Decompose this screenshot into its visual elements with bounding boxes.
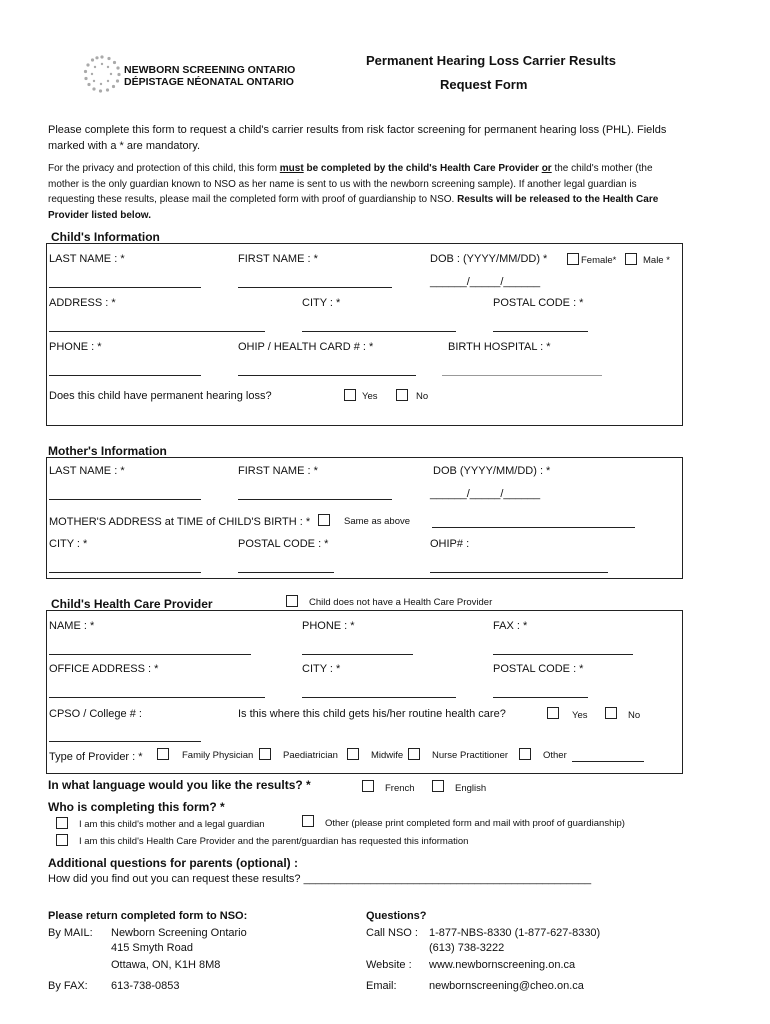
same-as-above-label: Same as above — [344, 516, 411, 527]
type-midwife-label: Midwife — [371, 750, 404, 761]
mother-dob-field[interactable]: ______/_____/______ — [430, 488, 541, 500]
male-checkbox[interactable] — [625, 253, 637, 265]
english-label: English — [455, 783, 487, 794]
hearing-loss-yes-label: Yes — [362, 391, 378, 402]
child-ohip-field[interactable] — [238, 375, 416, 376]
type-family-physician-label: Family Physician — [182, 750, 254, 761]
provider-section-heading: Child's Health Care Provider — [51, 597, 213, 611]
provider-city-field[interactable] — [302, 697, 456, 698]
routine-care-question: Is this where this child gets his/her routine health care? — [238, 708, 506, 720]
child-ohip-label: OHIP / HEALTH CARD # : * — [238, 341, 374, 353]
no-provider-checkbox[interactable] — [286, 595, 298, 607]
child-address-field[interactable] — [49, 331, 265, 332]
provider-name-field[interactable] — [49, 654, 251, 655]
provider-fax-label: FAX : * — [493, 620, 528, 632]
questions-heading: Questions? — [366, 910, 427, 922]
provider-info-box — [46, 610, 683, 774]
same-as-above-checkbox[interactable] — [318, 514, 330, 526]
english-checkbox[interactable] — [432, 780, 444, 792]
child-first-name-field[interactable] — [238, 287, 392, 288]
org-name-fr: DÉPISTAGE NÉONATAL ONTARIO — [124, 76, 294, 88]
additional-heading: Additional questions for parents (optional) : — [48, 856, 298, 870]
type-other-label: Other — [543, 750, 567, 761]
fax-number: 613-738-0853 — [111, 980, 180, 992]
who-provider-label: I am this child's Health Care Provider and the parent/guardian has requested this information — [79, 836, 469, 847]
female-checkbox[interactable] — [567, 253, 579, 265]
form-subtitle: Request Form — [440, 77, 528, 92]
mother-city-label: CITY : * — [49, 538, 88, 550]
website-link[interactable]: www.newbornscreening.on.ca — [429, 959, 576, 971]
mail-label: By MAIL: — [48, 927, 93, 939]
male-label: Male * — [643, 255, 670, 266]
privacy-paragraph: For the privacy and protection of this child, this form must be completed by the child's Health Care Provider or the child's mother (the mother is the only guardian known to NSO as her name is sent to us with the newborn screening sample). If another legal guardian is requesting these results, please mail the completed form with proof of guardianship to NSO. Results will be released to the Health Care Provider listed below. — [48, 163, 659, 221]
cpso-field[interactable] — [49, 741, 201, 742]
child-postal-label: POSTAL CODE : * — [493, 297, 584, 309]
type-paediatrician-checkbox[interactable] — [259, 748, 271, 760]
provider-phone-label: PHONE : * — [302, 620, 355, 632]
logo-dots-icon — [82, 54, 122, 94]
how-found-question[interactable]: How did you find out you can request these results? _______________________________________________ — [48, 873, 592, 885]
child-first-name-label: FIRST NAME : * — [238, 253, 318, 265]
french-checkbox[interactable] — [362, 780, 374, 792]
call-number-1: 1-877-NBS-8330 (1-877-627-8330) — [429, 927, 601, 939]
who-mother-label: I am this child's mother and a legal guardian — [79, 819, 265, 830]
child-dob-label: DOB : (YYYY/MM/DD) * — [430, 253, 548, 265]
form-title: Permanent Hearing Loss Carrier Results — [366, 53, 616, 68]
type-nurse-practitioner-label: Nurse Practitioner — [432, 750, 509, 761]
email-label: Email: — [366, 980, 397, 992]
child-postal-field[interactable] — [493, 331, 588, 332]
cpso-label: CPSO / College # : — [49, 708, 142, 720]
mail-line-3: Ottawa, ON, K1H 8M8 — [111, 959, 221, 971]
intro-paragraph: Please complete this form to request a child's carrier results from risk factor screening for permanent hearing loss (PHL). Fields marked with a * are mandatory. — [48, 124, 667, 152]
provider-phone-field[interactable] — [302, 654, 413, 655]
office-address-label: OFFICE ADDRESS : * — [49, 663, 159, 675]
office-address-field[interactable] — [49, 697, 265, 698]
who-other-label: Other (please print completed form and mail with proof of guardianship) — [325, 818, 625, 829]
org-logo — [82, 54, 122, 94]
mother-first-name-label: FIRST NAME : * — [238, 465, 318, 477]
french-label: French — [385, 783, 415, 794]
female-label: Female* — [581, 255, 617, 266]
type-family-physician-checkbox[interactable] — [157, 748, 169, 760]
child-city-field[interactable] — [302, 331, 456, 332]
call-number-2: (613) 738-3222 — [429, 942, 505, 954]
provider-name-label: NAME : * — [49, 620, 95, 632]
child-last-name-field[interactable] — [49, 287, 201, 288]
mother-postal-label: POSTAL CODE : * — [238, 538, 329, 550]
provider-postal-label: POSTAL CODE : * — [493, 663, 584, 675]
who-provider-checkbox[interactable] — [56, 834, 68, 846]
child-section-heading: Child's Information — [51, 230, 160, 244]
email-link[interactable]: newbornscreening@cheo.on.ca — [429, 980, 584, 992]
who-completing-question: Who is completing this form? * — [48, 800, 225, 814]
routine-care-yes-label: Yes — [572, 710, 588, 721]
provider-postal-field[interactable] — [493, 697, 588, 698]
type-midwife-checkbox[interactable] — [347, 748, 359, 760]
provider-type-label: Type of Provider : * — [49, 751, 143, 763]
mother-last-name-label: LAST NAME : * — [49, 465, 125, 477]
who-mother-checkbox[interactable] — [56, 817, 68, 829]
routine-care-yes-checkbox[interactable] — [547, 707, 559, 719]
fax-label: By FAX: — [48, 980, 88, 992]
child-last-name-label: LAST NAME : * — [49, 253, 125, 265]
mother-dob-label: DOB (YYYY/MM/DD) : * — [433, 465, 551, 477]
org-name-en: NEWBORN SCREENING ONTARIO — [124, 64, 296, 76]
provider-city-label: CITY : * — [302, 663, 341, 675]
mother-address-label: MOTHER'S ADDRESS at TIME of CHILD'S BIRTH : * — [49, 516, 311, 528]
child-hospital-label: BIRTH HOSPITAL : * — [448, 341, 551, 353]
routine-care-no-label: No — [628, 710, 641, 721]
mail-line-1: Newborn Screening Ontario — [111, 927, 247, 939]
child-dob-field[interactable]: ______/_____/______ — [430, 276, 541, 288]
child-city-label: CITY : * — [302, 297, 341, 309]
provider-fax-field[interactable] — [493, 654, 633, 655]
hearing-loss-question: Does this child have permanent hearing loss? — [49, 390, 272, 402]
child-phone-label: PHONE : * — [49, 341, 102, 353]
website-label: Website : — [366, 959, 412, 971]
mother-city-field[interactable] — [49, 572, 201, 573]
hearing-loss-no-label: No — [416, 391, 429, 402]
child-address-label: ADDRESS : * — [49, 297, 116, 309]
mother-address-field[interactable] — [432, 527, 635, 528]
type-paediatrician-label: Paediatrician — [283, 750, 338, 761]
mother-postal-field[interactable] — [238, 572, 334, 573]
return-heading: Please return completed form to NSO: — [48, 910, 248, 922]
mother-section-heading: Mother's Information — [48, 444, 167, 458]
mother-ohip-label: OHIP# : — [430, 538, 470, 550]
type-other-field[interactable] — [572, 761, 644, 762]
who-other-checkbox[interactable] — [302, 815, 314, 827]
mother-first-name-field[interactable] — [238, 499, 392, 500]
mother-last-name-field[interactable] — [49, 499, 201, 500]
mother-ohip-field[interactable] — [430, 572, 608, 573]
language-question: In what language would you like the results? * — [48, 778, 311, 792]
child-hospital-field[interactable] — [442, 375, 602, 376]
type-other-checkbox[interactable] — [519, 748, 531, 760]
routine-care-no-checkbox[interactable] — [605, 707, 617, 719]
call-label: Call NSO : — [366, 927, 418, 939]
type-nurse-practitioner-checkbox[interactable] — [408, 748, 420, 760]
hearing-loss-no-checkbox[interactable] — [396, 389, 408, 401]
child-phone-field[interactable] — [49, 375, 201, 376]
no-provider-label: Child does not have a Health Care Provider — [309, 597, 493, 608]
mail-line-2: 415 Smyth Road — [111, 942, 193, 954]
hearing-loss-yes-checkbox[interactable] — [344, 389, 356, 401]
